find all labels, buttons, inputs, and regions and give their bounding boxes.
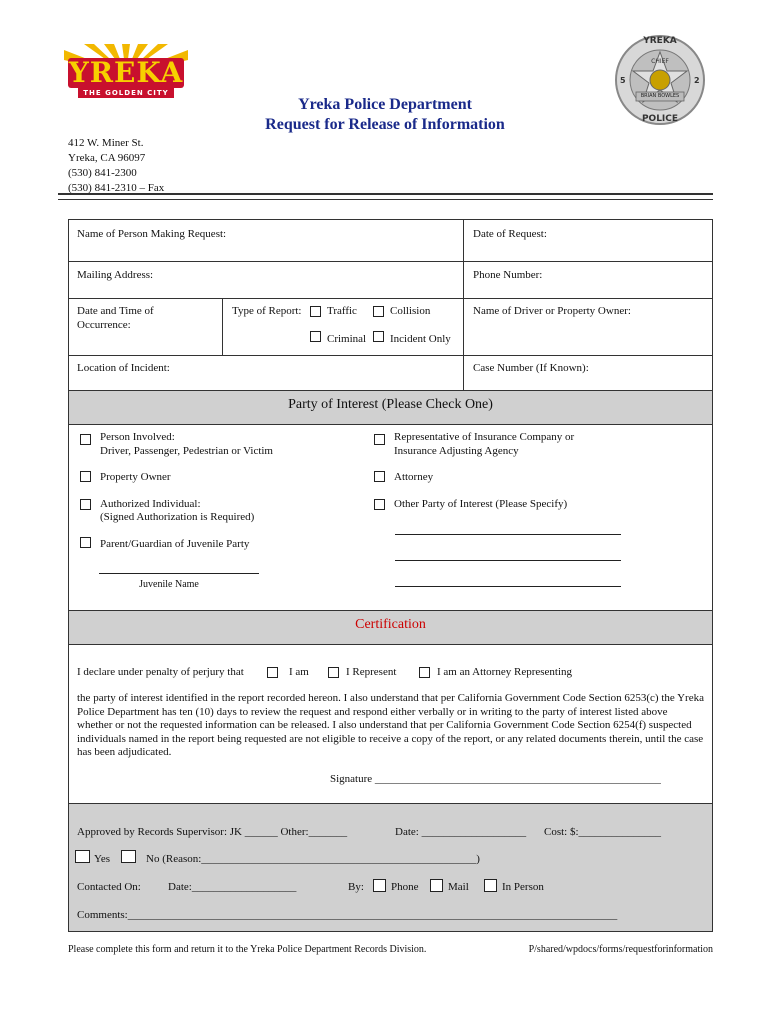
mail-label: Mail — [448, 881, 469, 893]
badge-top: YREKA — [643, 36, 677, 46]
grid-vline — [463, 219, 464, 390]
rep-insurance-label: Representative of Insurance Company or — [394, 431, 575, 443]
person-involved-sub: Driver, Passenger, Pedestrian or Victim — [100, 445, 273, 457]
property-owner-checkbox[interactable] — [80, 471, 91, 482]
name-label: Name of Person Making Request: — [77, 228, 227, 240]
collision-label: Collision — [390, 305, 431, 317]
other-specify-line[interactable] — [395, 586, 621, 587]
rep-insurance-sub: Insurance Adjusting Agency — [394, 445, 519, 457]
address-line: (530) 841-2300 — [68, 167, 137, 179]
yreka-logo — [64, 44, 188, 100]
page-title: Yreka Police Department — [298, 96, 472, 113]
juvenile-name-line[interactable] — [99, 573, 259, 574]
criminal-checkbox[interactable] — [310, 331, 321, 342]
authorized-checkbox[interactable] — [80, 499, 91, 510]
person-involved-label: Person Involved: — [100, 431, 175, 443]
yes-label: Yes — [94, 853, 111, 865]
traffic-checkbox[interactable] — [310, 306, 321, 317]
attorney-label: Attorney — [394, 471, 434, 483]
contacted-date-field[interactable]: Date:___________________ — [168, 881, 297, 893]
badge-bottom: POLICE — [641, 114, 679, 124]
page-subtitle: Request for Release of Information — [265, 116, 505, 133]
no-checkbox[interactable] — [121, 850, 136, 863]
mailing-label: Mailing Address: — [77, 269, 154, 281]
no-reason-field[interactable]: No (Reason:__________________________________________________) — [146, 853, 480, 865]
cost-field[interactable]: Cost: $:_______________ — [544, 826, 662, 838]
occurrence-label: Occurrence: — [77, 319, 131, 331]
phone-checkbox[interactable] — [373, 879, 386, 892]
contacted-on-label: Contacted On: — [77, 881, 141, 893]
by-label: By: — [348, 881, 364, 893]
parent-guardian-checkbox[interactable] — [80, 537, 91, 548]
phone-label: Phone — [391, 881, 419, 893]
location-label: Location of Incident: — [77, 362, 170, 374]
address-line: (530) 841-2310 – Fax — [68, 182, 165, 194]
badge-num-right: 2 — [694, 76, 700, 85]
case-label: Case Number (If Known): — [473, 362, 589, 374]
attorney-checkbox[interactable] — [374, 471, 385, 482]
signature-line[interactable]: Signature ____________________________________________________ — [330, 773, 661, 785]
address-line: 412 W. Miner St. — [68, 137, 144, 149]
logo-tagline: THE GOLDEN CITY — [83, 89, 169, 97]
badge-num-left: 5 — [620, 76, 626, 85]
criminal-label: Criminal — [327, 333, 367, 345]
attorney-representing-label: I am an Attorney Representing — [437, 666, 573, 678]
in-person-checkbox[interactable] — [484, 879, 497, 892]
approved-field[interactable]: Approved by Records Supervisor: JK ______ Other:_______ — [77, 826, 348, 838]
address-block — [68, 136, 164, 196]
mail-checkbox[interactable] — [430, 879, 443, 892]
other-specify-line[interactable] — [395, 534, 621, 535]
property-owner-label: Property Owner — [100, 471, 171, 483]
traffic-label: Traffic — [327, 305, 357, 317]
i-represent-label: I Represent — [346, 666, 397, 678]
other-specify-line[interactable] — [395, 560, 621, 561]
footer-path: P/shared/wpdocs/forms/requestforinformation — [528, 944, 713, 955]
office-date-field[interactable]: Date: ___________________ — [395, 826, 527, 838]
parent-guardian-label: Parent/Guardian of Juvenile Party — [100, 538, 250, 550]
phone-label: Phone Number: — [473, 269, 543, 281]
collision-checkbox[interactable] — [373, 306, 384, 317]
grid-hline — [68, 298, 713, 299]
comments-field[interactable]: Comments:_________________________________________________________________________________________ — [77, 909, 618, 921]
i-represent-checkbox[interactable] — [328, 667, 339, 678]
attorney-representing-checkbox[interactable] — [419, 667, 430, 678]
party-heading: Party of Interest (Please Check One) — [288, 397, 493, 412]
authorized-label: Authorized Individual: — [100, 498, 201, 510]
badge-rank: CHIEF — [651, 58, 669, 65]
certification-body: the party of interest identified in the report recorded hereon. I also understand that per California Government Code Section 6253(c) the Yreka Police Department has ten (10) days to review the request and respond either verbally or in writing to the party of interest listed above whether or not the requested information can be released. I also understand that per California Government Code Section 6254(f) suspected individuals named in the report being requested are not eligible to receive a copy of the report, or any related documents therein, until the case has been adjudicated. — [77, 692, 704, 758]
incident-only-label: Incident Only — [390, 333, 451, 345]
grid-hline — [68, 355, 713, 356]
i-am-checkbox[interactable] — [267, 667, 278, 678]
grid-hline — [68, 261, 713, 262]
driver-label: Name of Driver or Property Owner: — [473, 305, 631, 317]
yes-checkbox[interactable] — [75, 850, 90, 863]
badge-name: BRIAN BOWLES — [640, 93, 680, 99]
occurrence-label: Date and Time of — [77, 305, 154, 317]
grid-vline — [222, 298, 223, 355]
in-person-label: In Person — [502, 881, 544, 893]
other-party-label: Other Party of Interest (Please Specify) — [394, 498, 568, 510]
authorized-sub: (Signed Authorization is Required) — [100, 511, 255, 523]
footer-instructions: Please complete this form and return it to the Yreka Police Department Records Division. — [68, 944, 427, 955]
other-party-checkbox[interactable] — [374, 499, 385, 510]
i-am-label: I am — [289, 666, 309, 678]
date-label: Date of Request: — [473, 228, 547, 240]
juvenile-name-label: Juvenile Name — [139, 579, 199, 590]
type-label: Type of Report: — [232, 305, 302, 317]
incident-only-checkbox[interactable] — [373, 331, 384, 342]
rep-insurance-checkbox[interactable] — [374, 434, 385, 445]
header-divider — [58, 193, 713, 200]
certification-heading: Certification — [355, 617, 426, 632]
logo-text: YREKA — [68, 56, 184, 89]
address-line: Yreka, CA 96097 — [68, 152, 146, 164]
declare-text: I declare under penalty of perjury that — [77, 666, 244, 678]
person-involved-checkbox[interactable] — [80, 434, 91, 445]
